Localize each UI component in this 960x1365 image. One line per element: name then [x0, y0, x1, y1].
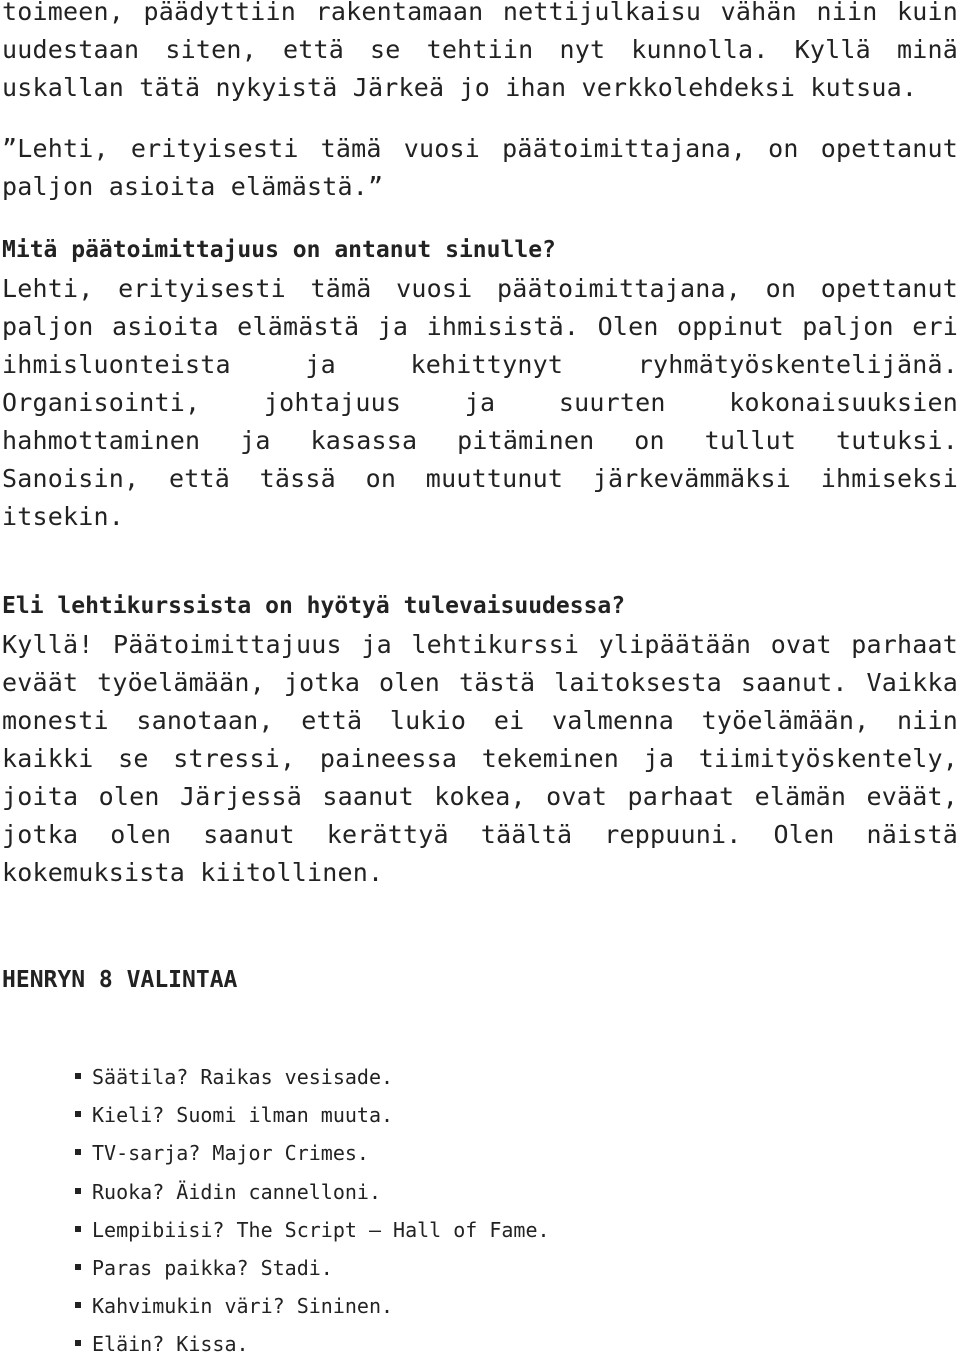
square-bullet-icon	[75, 1302, 81, 1308]
pick-text: Kahvimukin väri? Sininen.	[92, 1294, 394, 1319]
pick-text: TV-sarja? Major Crimes.	[92, 1141, 369, 1166]
list-item	[2, 1250, 550, 1288]
pick-text: Paras paikka? Stadi.	[92, 1255, 333, 1280]
pick-text: Ruoka? Äidin cannelloni.	[92, 1179, 381, 1204]
pick-text: Eläin? Kissa.	[92, 1332, 249, 1357]
square-bullet-icon	[75, 1264, 81, 1270]
square-bullet-icon	[75, 1111, 81, 1117]
pick-text: Säätila? Raikas vesisade.	[92, 1065, 394, 1089]
answer-paragraph-1: Lehti, erityisesti tämä vuosi päätoimittajana, on opettanut paljon asioita elämästä ja ihmisistä. Olen oppinut paljon eri ihmisluonteista ja kehittynyt ryhmätyöskentelijänä. Organisointi, johtajuus ja suurten kokonaisuuksien hahmottaminen ja kasassa pitäminen on tullut tutuksi. Sanoisin, että tässä on muuttunut järkevämmäksi ihmiseksi itsekin.	[2, 274, 958, 531]
square-bullet-icon	[75, 1226, 81, 1232]
list-item	[2, 1326, 550, 1364]
list-item	[2, 1212, 550, 1250]
list-item	[2, 1059, 550, 1097]
pick-text: Lempibiisi? The Script – Hall of Fame.	[92, 1217, 550, 1242]
lead-paragraph: toimeen, päädyttiin rakentamaan nettijulkaisu vähän niin kuin uudestaan siten, että se tehtiin nyt kunnolla. Kyllä minä uskallan tätä nykyistä Järkeä jo ihan verkkolehdeksi kutsua.	[2, 0, 958, 102]
pick-text: Kieli? Suomi ilman muuta.	[92, 1103, 394, 1128]
picks-section-title: HENRYN 8 VALINTAA	[2, 967, 238, 993]
answer-paragraph-2: Kyllä! Päätoimittajuus ja lehtikurssi ylipäätään ovat parhaat eväät työelämään, jotka olen tästä laitoksesta saanut. Vaikka monesti sanotaan, että lukio ei valmenna työelämään, niin kaikki se stressi, paineessa tekeminen ja tiimityöskentely, joita olen Järjessä saanut kokea, ovat parhaat elämän eväät, jotka olen saanut kerättyä täältä reppuuni. Olen näistä kokemuksista kiitollinen.	[2, 630, 958, 887]
list-item	[2, 1135, 550, 1173]
square-bullet-icon	[75, 1340, 81, 1346]
question-heading-2: Eli lehtikurssista on hyötyä tulevaisuudessa?	[2, 593, 626, 619]
list-item	[2, 1288, 550, 1326]
picks-list	[2, 1059, 550, 1365]
list-item	[2, 1097, 550, 1135]
pull-quote: ”Lehti, erityisesti tämä vuosi päätoimittajana, on opettanut paljon asioita elämästä.”	[2, 134, 958, 201]
list-item	[2, 1174, 550, 1212]
question-heading-1: Mitä päätoimittajuus on antanut sinulle?	[2, 237, 556, 263]
square-bullet-icon	[75, 1073, 81, 1079]
square-bullet-icon	[75, 1188, 81, 1194]
square-bullet-icon	[75, 1149, 81, 1155]
